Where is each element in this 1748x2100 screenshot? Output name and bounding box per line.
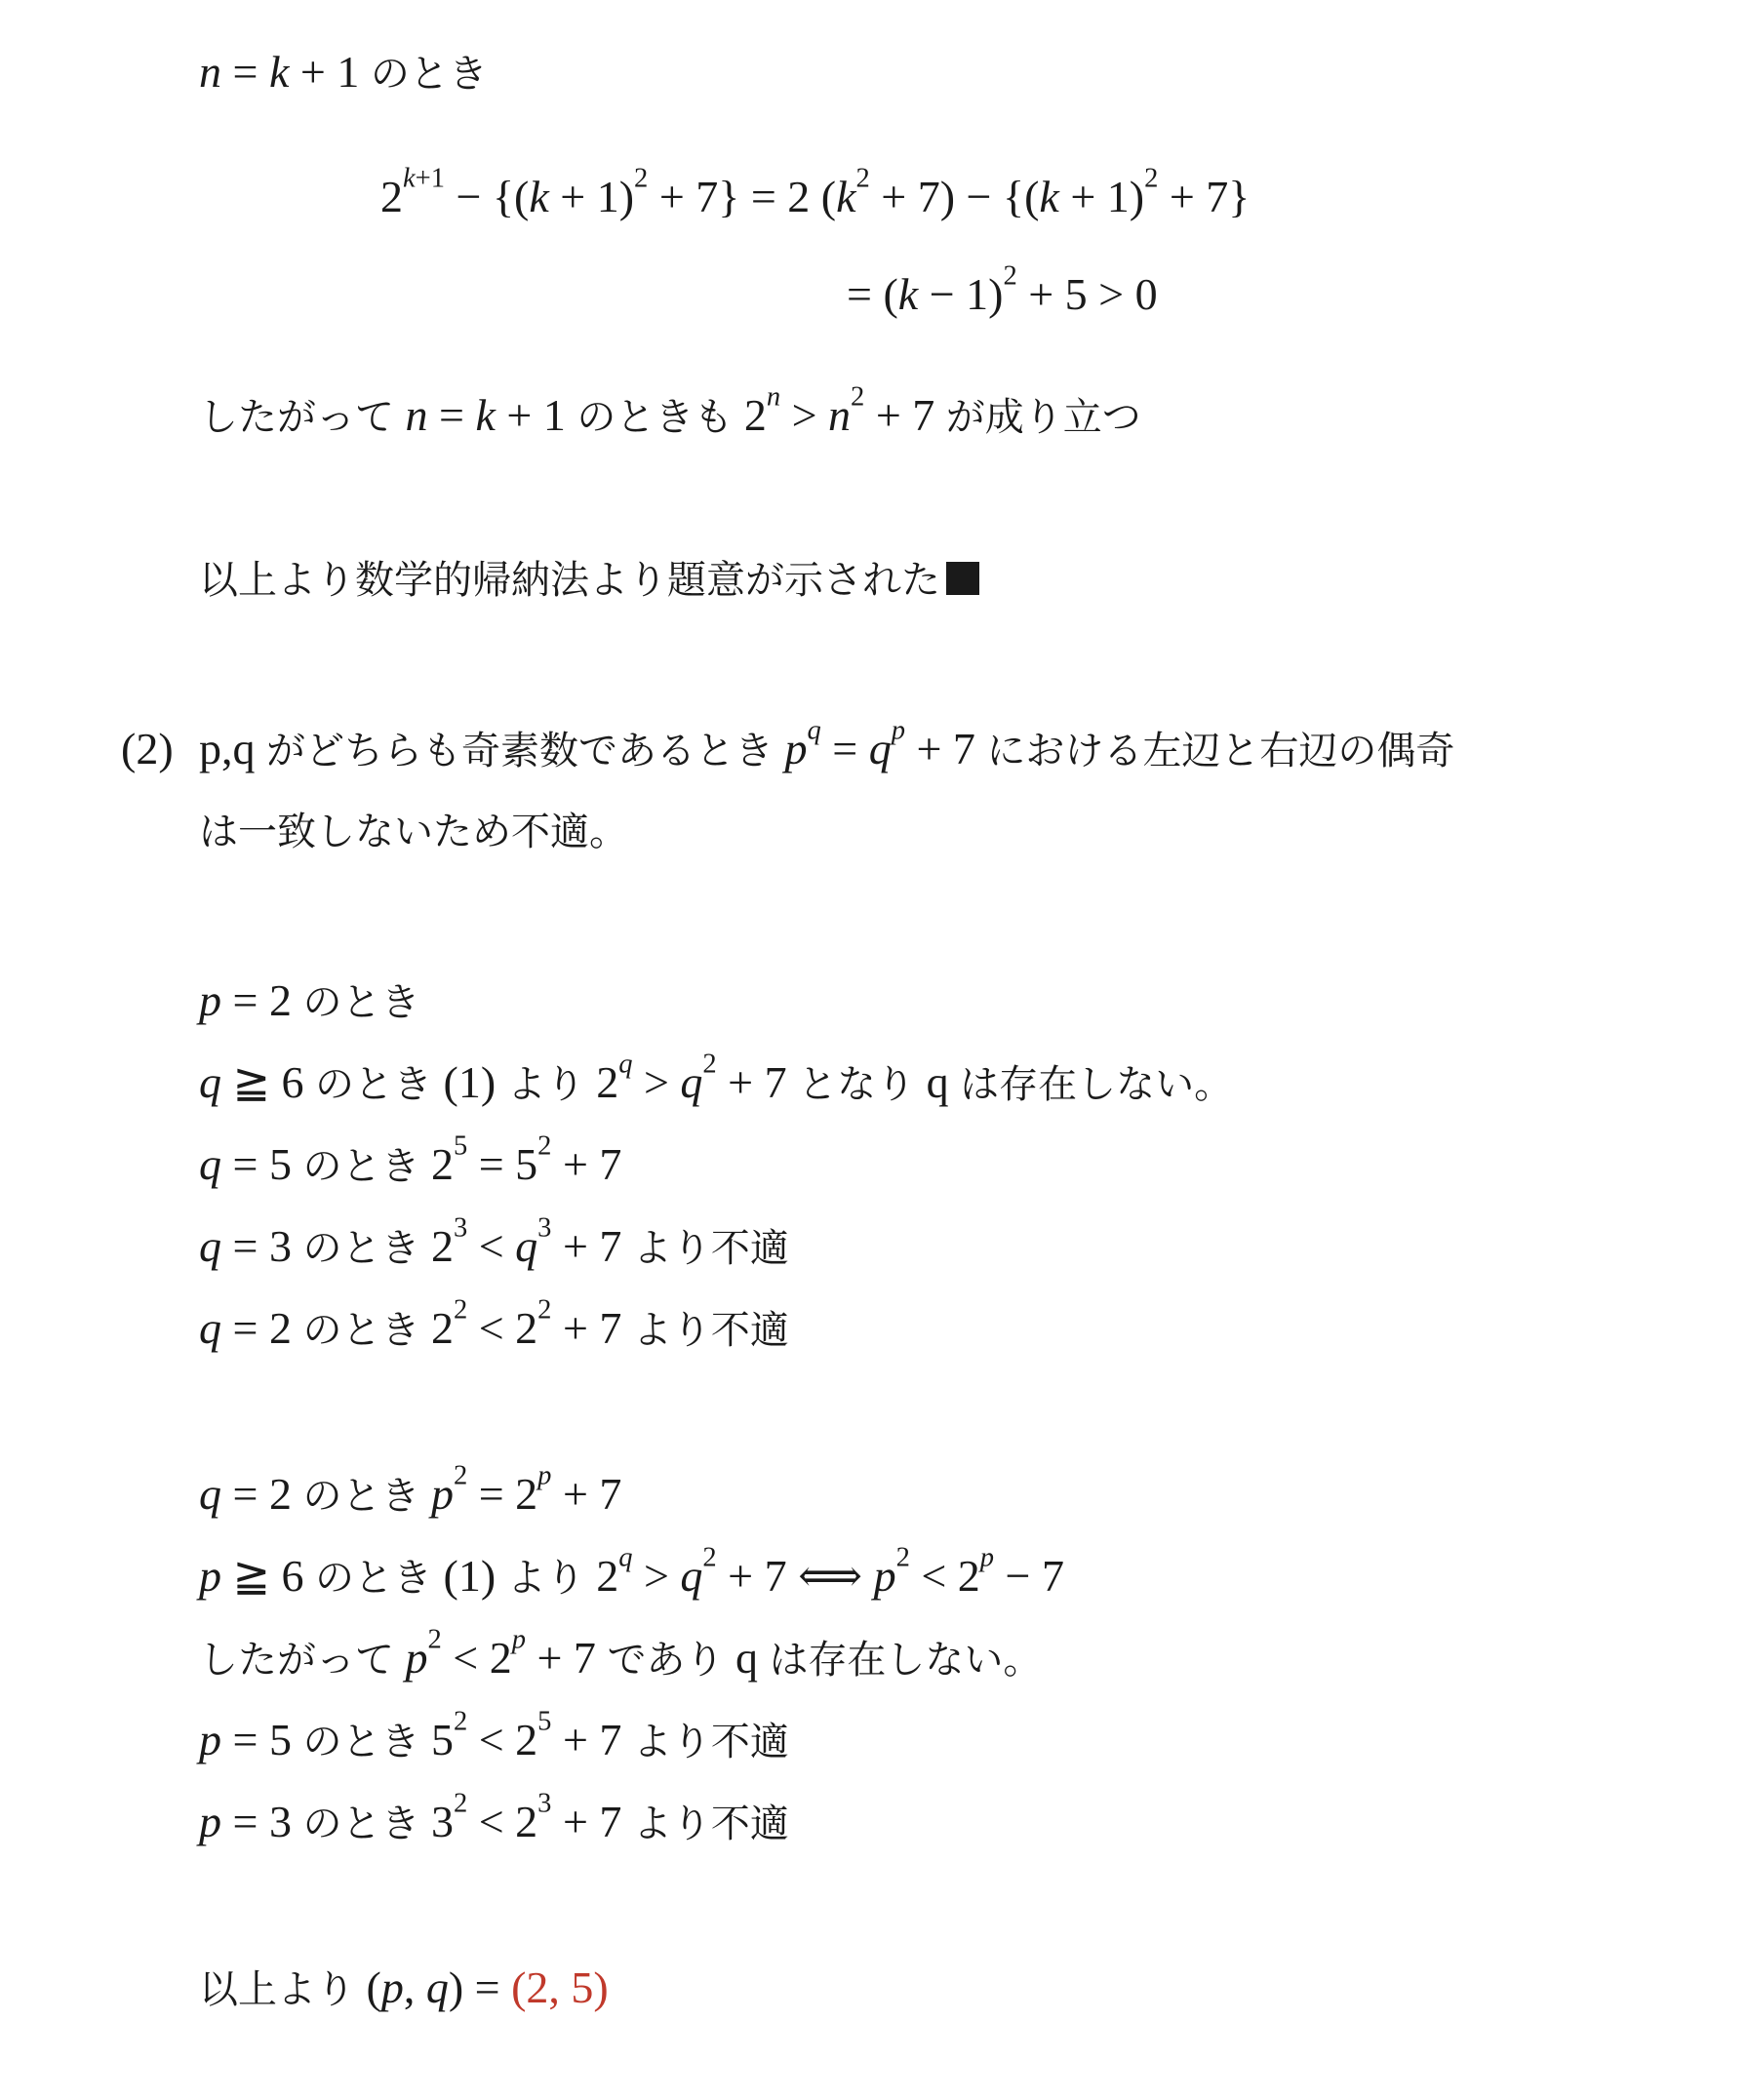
case-q-ge-6: q ≧ 6 のとき (1) より $2^q > q^2 + 7$ となり q は存在しない。: [199, 1049, 1234, 1107]
final-answer-line: 以上より (p, q) = (2, 5): [199, 1962, 609, 2012]
induction-conclusion: [199, 558, 979, 603]
case-p-equals-5: p = 5 のとき $5^2 < 2^5 + 7$ より不適: [199, 1706, 789, 1764]
case-p-equals-2: p = 2 のとき: [199, 975, 420, 1025]
case-p-equals-3: p = 3 のとき $3^2 < 2^3 + 7$ より不適: [199, 1788, 789, 1846]
part-2-label: (2): [121, 724, 174, 773]
case-q-equals-2-main: q = 2 のとき $p^2 = 2^p + 7$: [199, 1460, 622, 1519]
part-2-intro-line-2: は一致しないため不適。: [199, 810, 628, 854]
therefore-line: したがって n = k + 1 のときも $2^n > n^2 + 7$ が成り立つ: [199, 381, 1141, 440]
equation-line-2: = $(k - 1)^2 + 5 > 0$: [847, 260, 1158, 319]
case-q-equals-2: q = 2 のとき $2^2 < 2^2 + 7$ より不適: [199, 1294, 789, 1353]
case-q-equals-5: q = 5 のとき $2^5 = 5^2 + 7$: [199, 1130, 622, 1189]
case-p-therefore: したがって $p^2 < 2^p + 7$ であり q は存在しない。: [199, 1624, 1043, 1683]
conclusion-text: 以上より数学的帰納法より題意が示された: [199, 558, 940, 603]
case-line: n = k + 1 のとき: [199, 47, 488, 97]
part-2-intro-line-1: p,q がどちらも奇素数であるとき $p^q = q^p + 7$ における左辺と右辺の偶奇: [199, 715, 1455, 773]
case-q-equals-3: q = 3 のとき $2^3 < q^3 + 7$ より不適: [199, 1212, 789, 1271]
equation-line-1: $2^{k+1} - \{(k + 1)^2 + 7\} = 2$ $(k^2 + 7) - \{(k + 1)^2 + 7\}$: [380, 163, 1251, 221]
qed-square-icon: [946, 562, 979, 595]
case-p-ge-6: p ≧ 6 のとき (1) より $2^q > q^2 + 7$ ⟺ $p^2 < 2^p - 7$: [199, 1542, 1064, 1601]
final-answer-value: (2, 5): [511, 1962, 609, 2012]
